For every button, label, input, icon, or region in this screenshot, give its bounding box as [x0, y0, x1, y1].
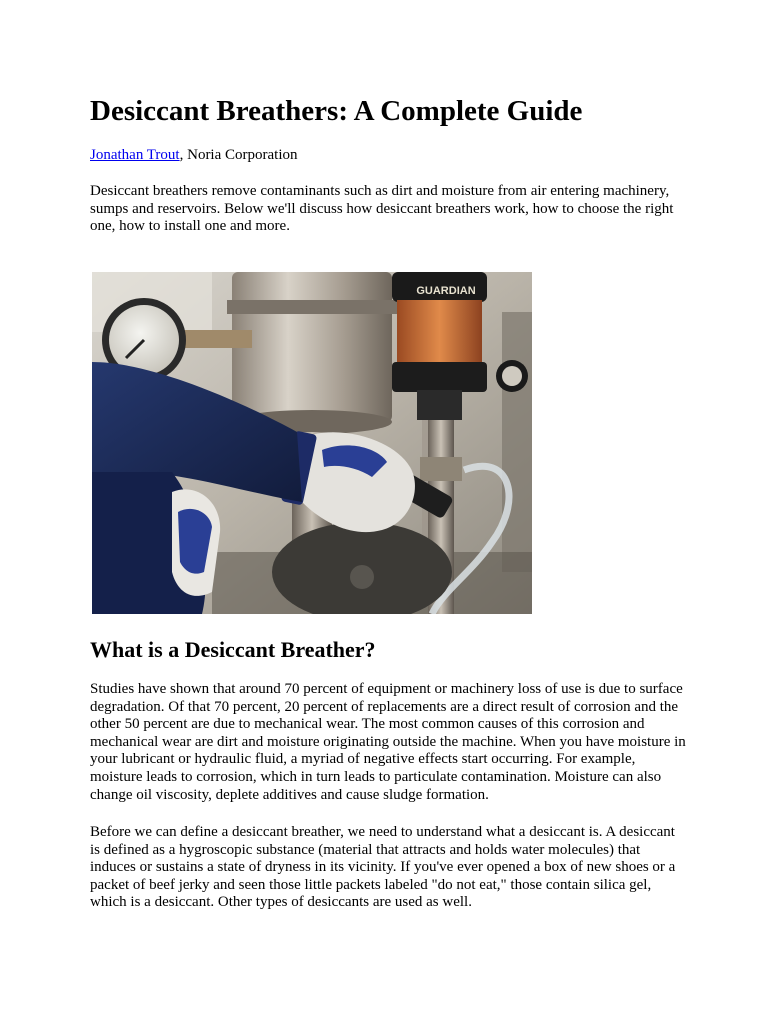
article-photo	[92, 272, 532, 614]
section-heading: What is a Desiccant Breather?	[90, 637, 376, 662]
intro-paragraph: Desiccant breathers remove contaminants such as dirt and moisture from air entering machinery, sumps and reservoirs. Below we'll discuss how desiccant breathers work, how to choose the right one, how to install one and more.	[90, 183, 674, 235]
breather-valve-body	[417, 390, 462, 420]
breather-base	[392, 362, 487, 392]
breather-brand-label: GUARDIAN	[416, 285, 476, 297]
flange-bolt	[350, 565, 374, 589]
pipe-fitting	[420, 457, 462, 481]
body-paragraph-1: Studies have shown that around 70 percent of equipment or machinery loss of use is due to surface degradation. Of that 70 percent, 20 percent of replacements are a direct result of corrosion and the other 50 percent are due to mechanical wear. The most common causes of this corrosion and mechanical wear are dirt and moisture originating outside the machine. When you have moisture in your lubricant or hydraulic fluid, a myriad of negative effects start occurring. For example, moisture leads to corrosion, which in turn leads to particulate contamination. Moisture can also change oil viscosity, deplete additives and cause sludge formation.	[90, 681, 686, 803]
breather-indicator-face	[502, 366, 522, 386]
tank-band	[227, 300, 397, 314]
breather-desiccant-chamber	[397, 300, 482, 362]
author-link[interactable]: Jonathan Trout	[90, 147, 180, 163]
background-rail	[502, 312, 532, 572]
byline	[90, 146, 298, 164]
author-organization: , Noria Corporation	[179, 147, 298, 163]
tank-body	[232, 272, 392, 422]
page-title: Desiccant Breathers: A Complete Guide	[90, 95, 583, 127]
body-paragraph-2: Before we can define a desiccant breather, we need to understand what a desiccant is. A desiccant is defined as a hygroscopic substance (material that attracts and holds water molecules) that induces or sustains a state of dryness in its vicinity. If you've ever opened a box of new shoes or a packet of beef jerky and seen those little packets labeled "do not eat," those contain silica gel, which is a desiccant. Other types of desiccants are used as well.	[90, 824, 676, 911]
